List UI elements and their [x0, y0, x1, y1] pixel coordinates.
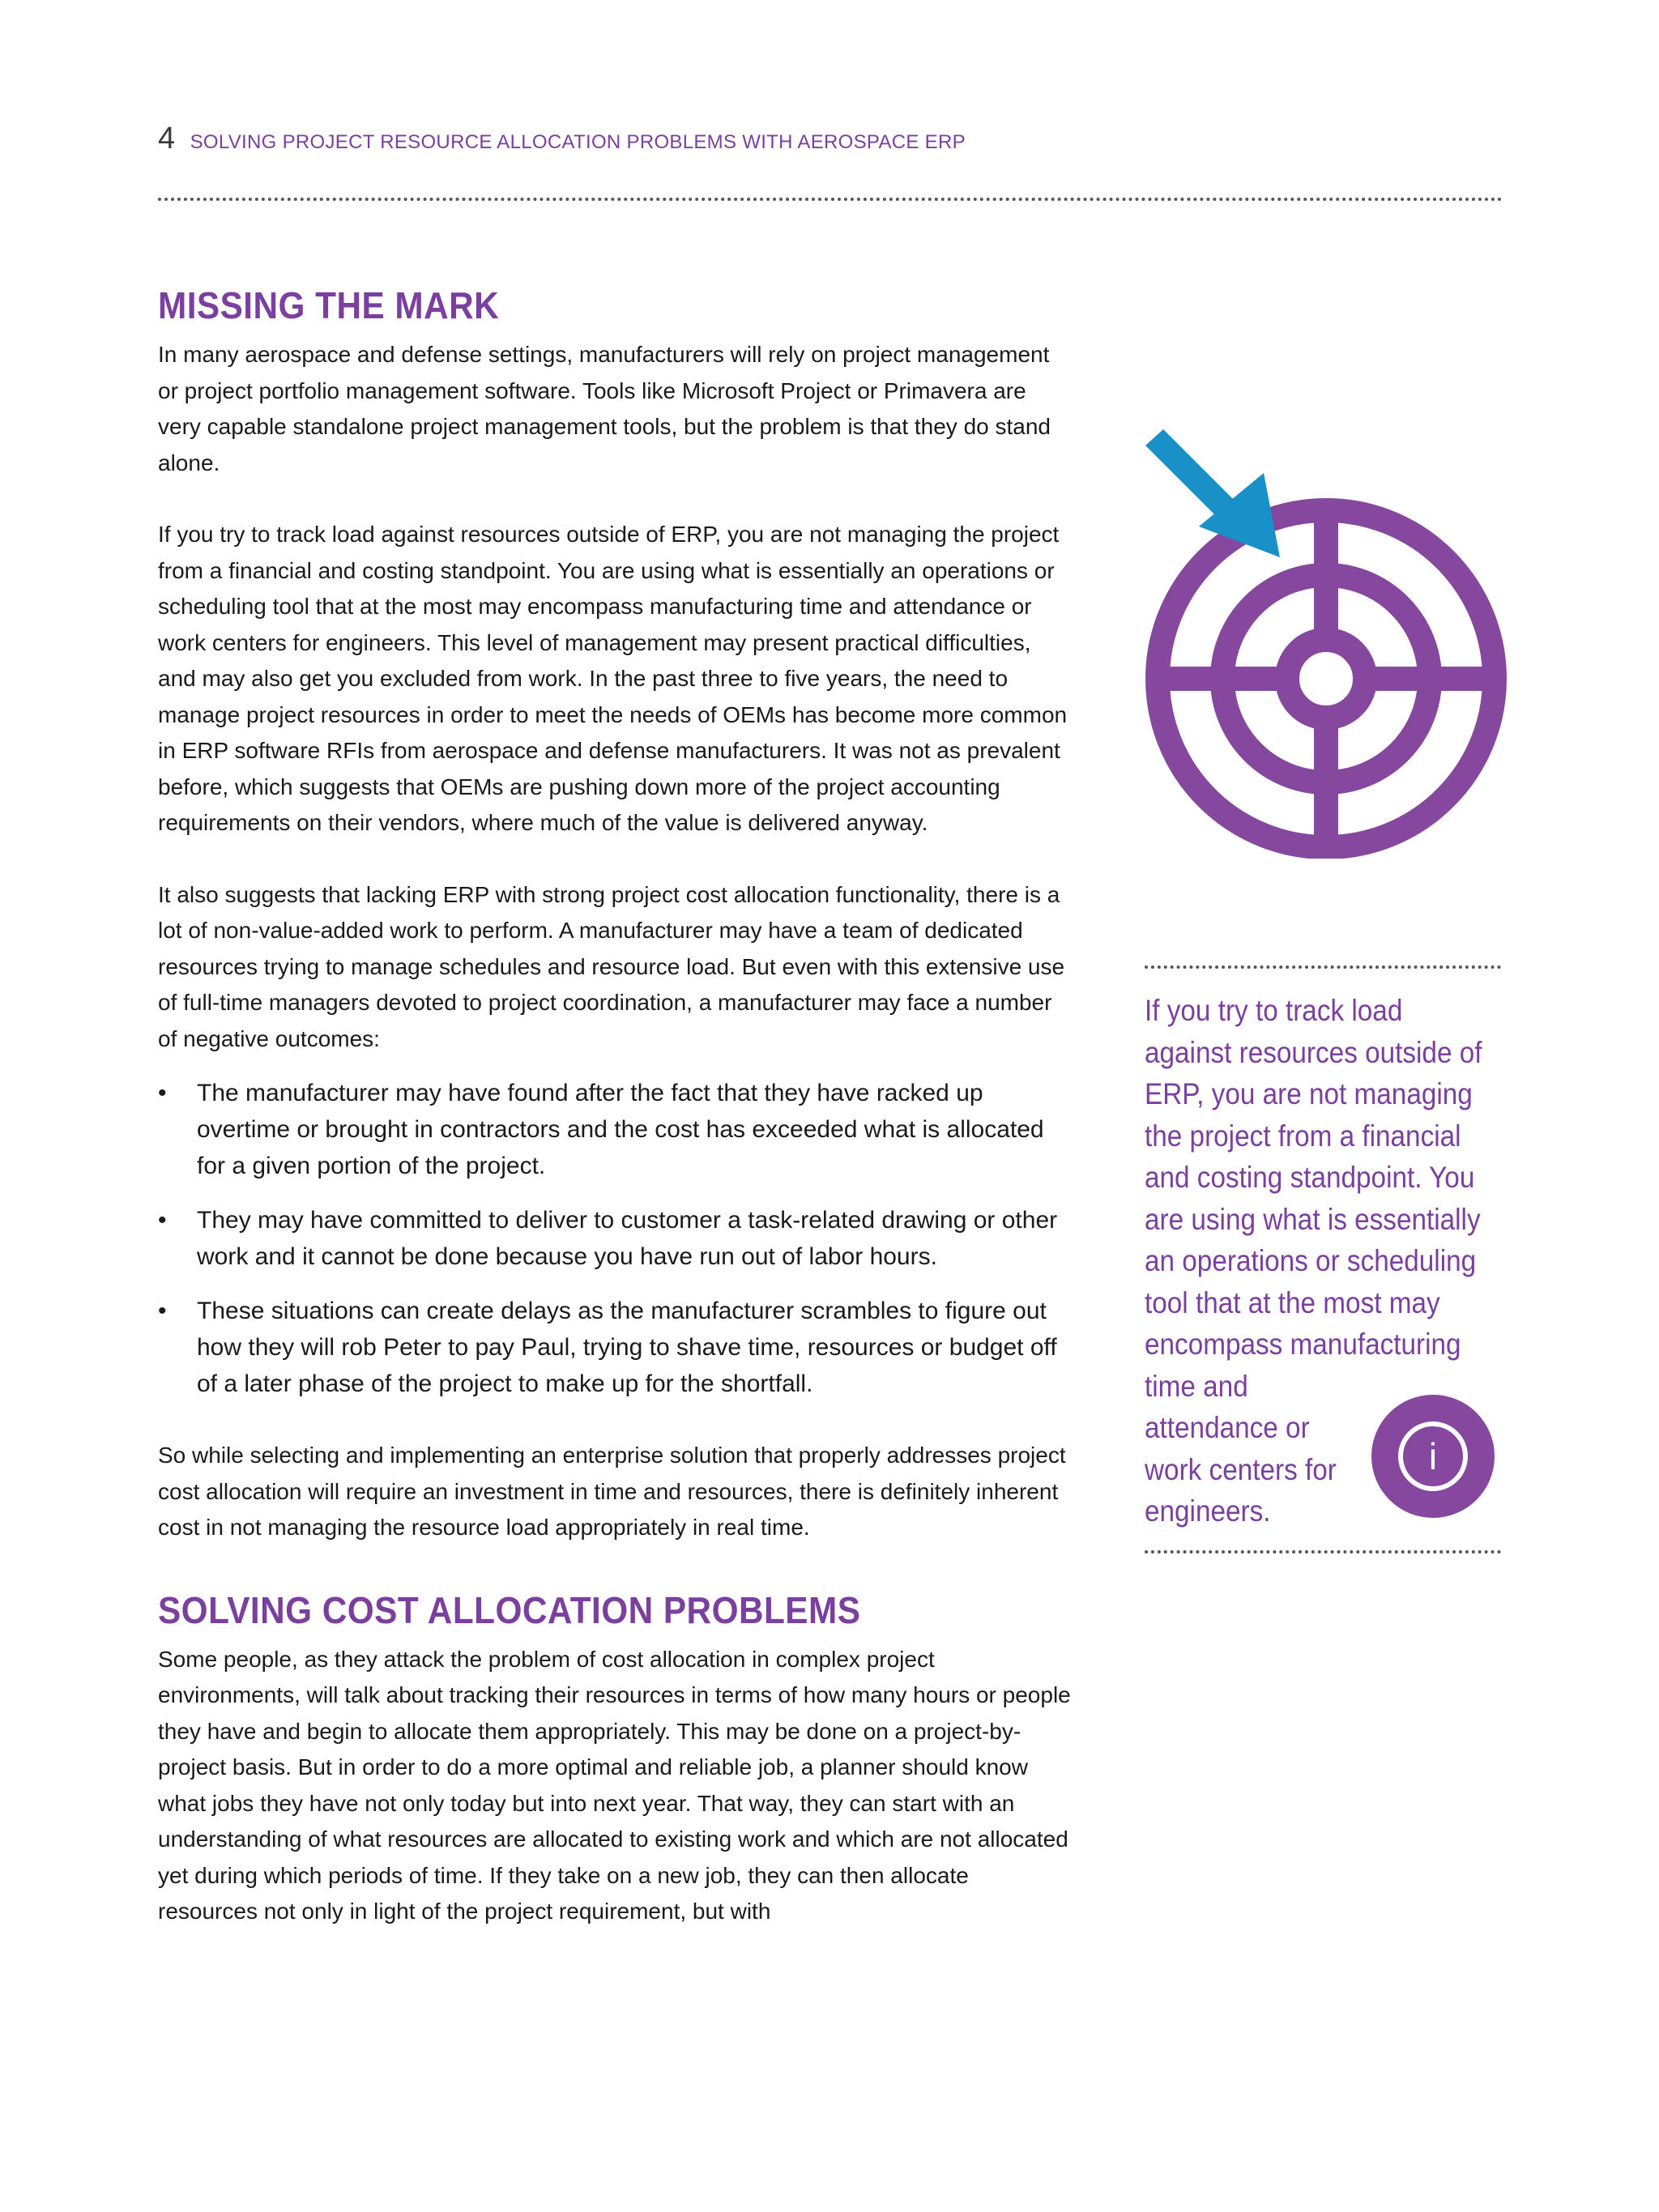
section-heading-missing-the-mark: MISSING THE MARK [158, 284, 500, 326]
bullet-text: The manufacturer may have found after the fact that they have racked up overtime or brought in contractors and the cost has exceeded what is allocated for a given portion of the project. [197, 1080, 1044, 1179]
bullet-text: They may have committed to deliver to customer a task-related drawing or other work and it cannot be done because you have run out of labor hours. [197, 1207, 1058, 1270]
bullet-marker: • [158, 1080, 167, 1106]
section-solving-cost-allocation [158, 1588, 1073, 1930]
pull-quote-line: attendance or [1145, 1411, 1310, 1444]
paragraph: Some people, as they attack the problem of cost allocation in complex project environments, will talk about tracking their resources in terms of how many hours or people they have and begin to allocate them appropriately. This may be done on a project-by-project basis. But in order to do a more optimal and reliable job, a planner should know what jobs they have not only today but into next year. That way, they can start with an understanding of what resources are allocated to existing work and which are not allocated yet during which periods of time. If they take on a new job, they can then allocate resources not only in light of the project requirement, but with [158, 1646, 1071, 1924]
bullet-marker: • [158, 1207, 167, 1234]
pull-quote-line: If you try to track load [1145, 994, 1403, 1027]
pull-quote-line: time and [1145, 1369, 1248, 1403]
info-icon-glyph: i [1428, 1435, 1438, 1477]
target-illustration [1134, 421, 1515, 859]
header-divider [158, 198, 1503, 201]
pull-quote-line: encompass manufacturing [1145, 1328, 1461, 1361]
paragraph: If you try to track load against resources outside of ERP, you are not managing the project from a financial and costing standpoint. You are using what is essentially an operations or scheduling tool that at the most may encompass manufacturing time and attendance or work centers for engineers. This level of management may present practical difficulties, and may also get you excluded from work. In the past three to five years, the need to manage project resources in order to meet the needs of OEMs has become more common in ERP software RFIs from aerospace and defense manufacturers. It was not as prevalent before, which suggests that OEMs are pushing down more of the project accounting requirements on their vendors, where much of the value is delivered anyway. [158, 522, 1068, 835]
main-column [158, 283, 1073, 1966]
pull-quote-line: and costing standpoint. You [1145, 1161, 1475, 1194]
page-number: 4 [158, 121, 176, 156]
bullet-marker: • [158, 1298, 167, 1324]
pull-quote-line: tool that at the most may [1145, 1285, 1440, 1319]
page-header [158, 121, 1503, 156]
running-title: SOLVING PROJECT RESOURCE ALLOCATION PROBLEMS WITH AEROSPACE ERP [190, 131, 966, 153]
target-with-arrow-icon [1134, 421, 1515, 859]
pull-quote-line: the project from a financial [1145, 1119, 1461, 1153]
pull-quote-bottom-divider [1145, 1550, 1501, 1554]
bullet-text: These situations can create delays as the manufacturer scrambles to figure out how they will rob Peter to pay Paul, trying to shave time, resources or budget off of a later phase of the project to make up for the shortfall. [197, 1298, 1057, 1397]
pull-quote-line: an operations or scheduling [1145, 1244, 1477, 1277]
bullet-item [158, 1075, 1073, 1184]
paragraph: It also suggests that lacking ERP with strong project cost allocation functionality, there is a lot of non-value-added work to perform. A manufacturer may have a team of dedicated resources trying to manage schedules and resource load. But even with this extensive use of full-time managers devoted to project coordination, a manufacturer may face a number of negative outcomes: [158, 881, 1065, 1051]
bullet-item [158, 1202, 1073, 1275]
paragraph: So while selecting and implementing an enterprise solution that properly addresses project cost allocation will require an investment in time and resources, there is definitely inherent cost in not managing the resource load appropriately in real time. [158, 1443, 1066, 1540]
pull-quote-line: against resources outside of [1145, 1035, 1482, 1069]
pull-quote-top-divider [1145, 965, 1501, 969]
pull-quote-line: work centers for [1145, 1452, 1337, 1486]
paragraph: In many aerospace and defense settings, manufacturers will rely on project management or project portfolio management software. Tools like Microsoft Project or Primavera are very capable standalone project management tools, but the problem is that they do stand alone. [158, 342, 1051, 475]
pull-quote-line: are using what is essentially [1145, 1202, 1481, 1236]
pull-quote-line: ERP, you are not managing [1145, 1077, 1473, 1110]
pull-quote-line: engineers. [1145, 1494, 1271, 1528]
bullet-item [158, 1293, 1073, 1402]
section-heading-solving-cost-allocation: SOLVING COST ALLOCATION PROBLEMS [158, 1588, 861, 1631]
info-icon [1371, 1395, 1495, 1518]
bullet-list [158, 1075, 1073, 1402]
pull-quote [1145, 965, 1501, 1554]
